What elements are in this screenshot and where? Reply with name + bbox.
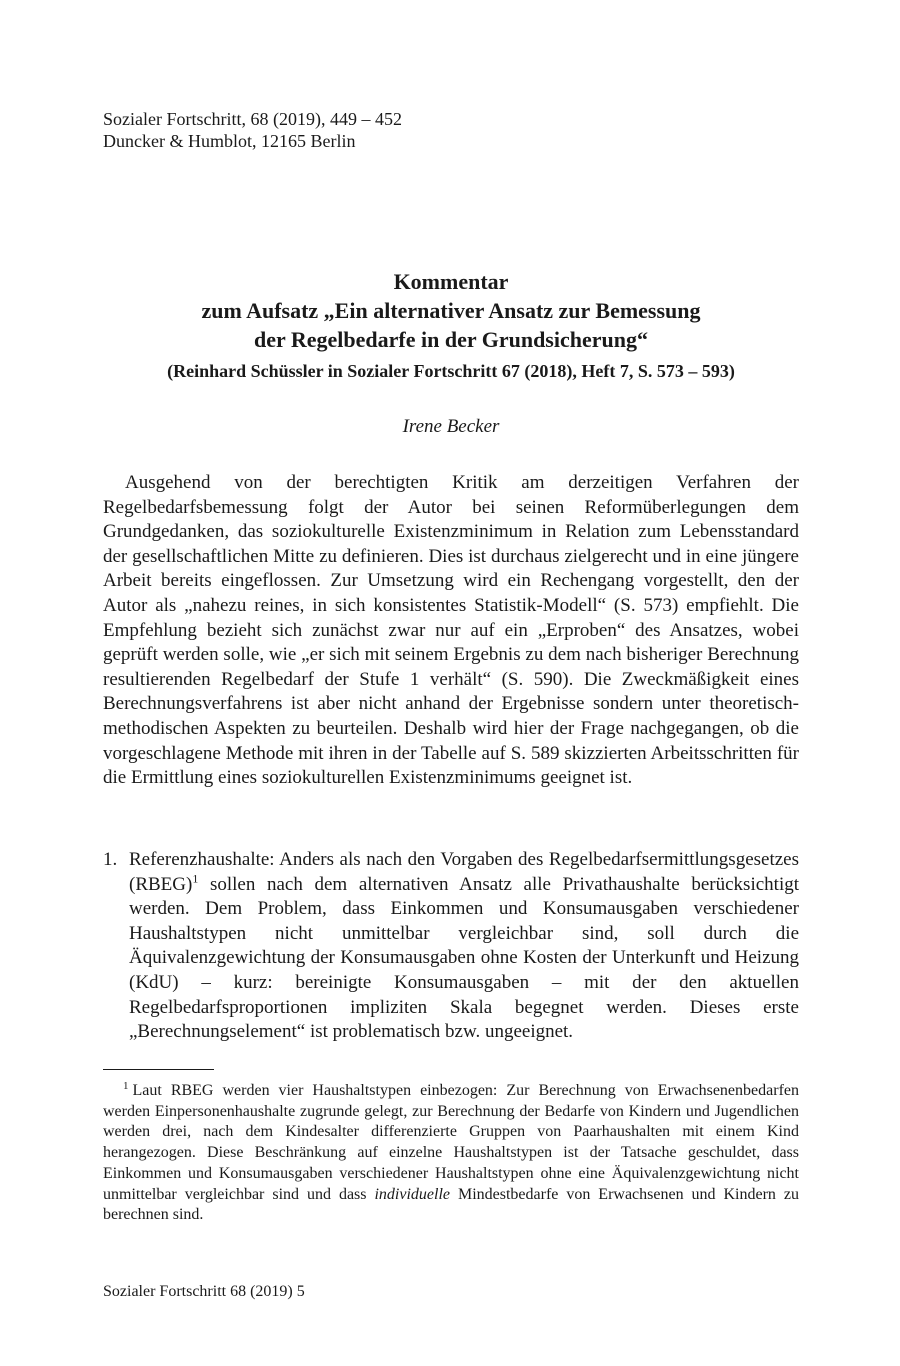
footnote-text-1: Laut RBEG werden vier Haushaltstypen einbezogen: Zur Berechnung von Erwachsenenbedarfen werden Einpersonenhaushalte zugrunde gelegt, zur Berechnung der Bedarfe von Kindern und Jugendlichen werden drei, nach dem Kindesalter differenzierte Gruppen von Paarhaushalten mit einem Kind herangezogen. Diese Beschränkung auf einzelne Haushaltstypen ist der Tatsache geschuldet, dass Einkommen und Konsumausgaben verschiedener Haushaltstypen ohne eine Äquivalenzgewichtung nicht unmittelbar vergleichbar sind und dass [103, 1082, 799, 1203]
footnote-divider [103, 1069, 214, 1070]
paragraph-1: Ausgehend von der berechtigten Kritik am derzeitigen Verfahren der Regelbedarfsbemessung folgt der Autor bei seinen Reformüberlegungen dem Grundgedanken, das soziokulturelle Existenzminimum in Relation zum Lebensstandard der gesellschaftlichen Mitte zu definieren. Dies ist durchaus zielgerecht und in eine jüngere Arbeit bereits eingeflossen. Zur Umsetzung wird ein Rechengang vorgestellt, den der Autor als „nahezu reines, in sich konsistentes Statistik-Modell“ (S. 573) empfiehlt. Die Empfehlung bezieht sich zunächst zwar nur auf ein „Erproben“ des Ansatzes, wobei geprüft werden solle, wie „er sich mit seinem Ergebnis zu dem nach bisheriger Berechnung resultierenden Regelbedarf der Stufe 1 verhält“ (S. 590). Die Zweckmäßigkeit eines Berechnungsverfahrens ist aber nicht anhand der Ergebnisse sondern unter theoretisch-methodischen Aspekten zu beurteilen. Deshalb wird hier der Frage nachgegangen, ob die vorgeschlagene Methode mit ihren in der Tabelle auf S. 589 skizzierten Arbeitsschritten für die Ermittlung eines soziokulturellen Existenzminimums geeignet ist. [103, 472, 799, 789]
title-line-1: Kommentar [393, 269, 509, 294]
page-footer: Sozialer Fortschritt 68 (2019) 5 [103, 1283, 305, 1300]
numbered-list [103, 848, 799, 1045]
journal-citation: Sozialer Fortschritt, 68 (2019), 449 – 452 [103, 109, 402, 129]
footnote-italic: individuelle [374, 1185, 450, 1203]
journal-header [103, 108, 402, 152]
list-item-text [129, 848, 799, 1045]
footnote-text-2: Mindestbedarfe von Erwachsenen und Kindern zu berechnen sind. [103, 1185, 799, 1224]
footnote [103, 1081, 799, 1226]
list-number: 1. [103, 849, 118, 870]
list-text-part-1: Referenzhaushalte: Anders als nach den Vorgaben des Regelbedarfsermittlungsgesetzes (RBEG) [129, 849, 799, 895]
author-name: Irene Becker [402, 416, 500, 437]
article-title [103, 267, 799, 383]
article-subtitle: (Reinhard Schüssler in Sozialer Fortschritt 67 (2018), Heft 7, S. 573 – 593) [167, 361, 735, 381]
footnote-paragraph [103, 1081, 799, 1226]
title-line-2: zum Aufsatz „Ein alternativer Ansatz zur Bemessung [201, 298, 701, 323]
list-text-part-2: sollen nach dem alternativen Ansatz alle Privathaushalte berücksichtigt werden. Dem Problem, dass Einkommen und Konsumausgaben verschiedener Haushaltstypen nicht unmittelbar vergleichbar sind, soll durch die Äquivalenzgewichtung der Konsumausgaben ohne Kosten der Unterkunft und Heizung (KdU) – kurz: bereinigte Konsumausgaben – mit der den aktuellen Regelbedarfsproportionen impliziten Skala begegnet werden. Dieses erste „Berechnungselement“ ist problematisch bzw. ungeeignet. [129, 873, 799, 1043]
footnote-reference[interactable]: 1 [192, 871, 199, 886]
body-text [103, 471, 799, 791]
footnote-mark: 1 [123, 1079, 129, 1092]
list-item [103, 848, 799, 1045]
title-line-3: der Regelbedarfe in der Grundsicherung“ [254, 327, 648, 352]
publisher-line: Duncker & Humblot, 12165 Berlin [103, 131, 356, 151]
